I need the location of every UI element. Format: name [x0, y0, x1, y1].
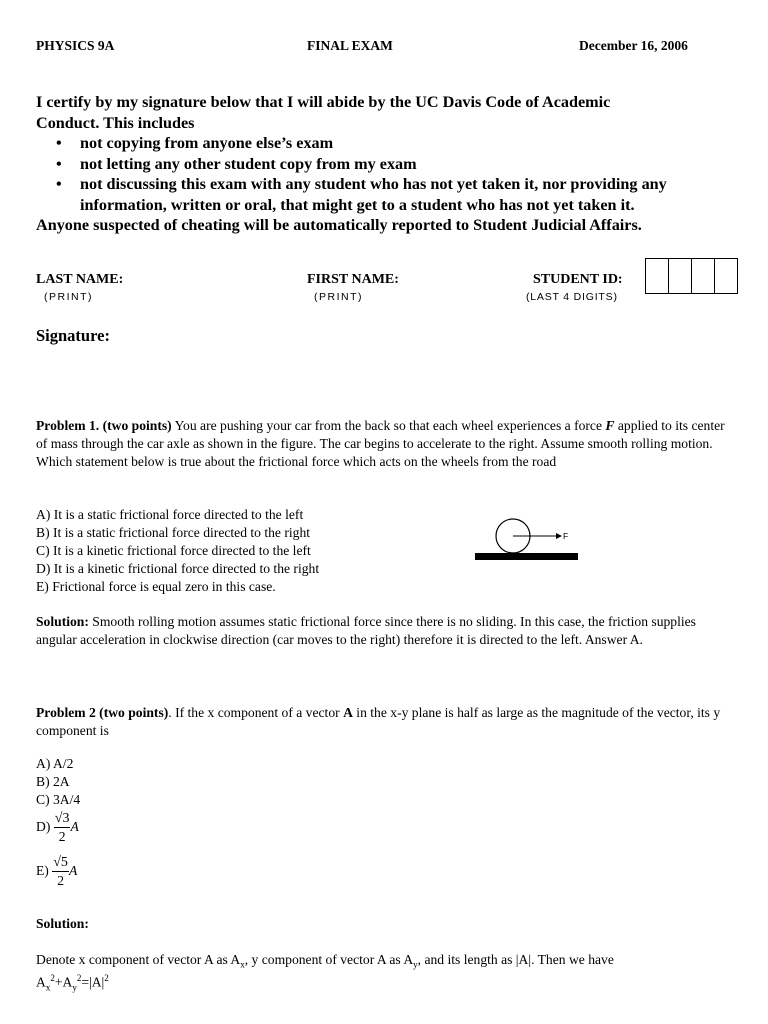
option-d: D) $\frac{√3}{2}$ A — [36, 811, 79, 844]
option-e: E) Frictional force is equal zero in this case. — [36, 579, 276, 594]
signature-label: Signature: — [36, 326, 110, 345]
road-surface — [475, 553, 578, 560]
first-name-hint: (PRINT) — [314, 291, 363, 303]
exam-title: FINAL EXAM — [307, 38, 393, 53]
force-symbol: F — [605, 418, 615, 433]
problem2-solution-text: Denote x component of vector A as $A_x$, y component of vector A as $A_y$, and its length as |A|. Then we have — [36, 952, 614, 970]
problem2-title: Problem 2 (two points) — [36, 705, 169, 720]
student-id-label: STUDENT ID: — [533, 272, 623, 287]
list-item: • not copying from anyone else’s exam — [56, 134, 334, 152]
option-a: A) A/2 — [36, 756, 74, 771]
force-arrowhead-icon — [556, 533, 562, 539]
student-id-boxes[interactable] — [645, 258, 738, 294]
option-c: C) It is a kinetic frictional force directed to the left — [36, 543, 311, 558]
last-name-hint: (PRINT) — [44, 291, 93, 303]
student-id-hint: (LAST 4 DIGITS) — [526, 291, 618, 303]
id-digit-box[interactable] — [715, 259, 737, 293]
course-title: PHYSICS 9A — [36, 38, 115, 53]
wheel-force-figure — [474, 512, 584, 564]
problem1-options — [36, 506, 319, 596]
certification-closing: Anyone suspected of cheating will be automatically reported to Student Judicial Affairs. — [36, 216, 642, 234]
problem2-solution-label: Solution: — [36, 916, 89, 931]
id-digit-box[interactable] — [692, 259, 715, 293]
solution-label: Solution: — [36, 614, 89, 629]
option-b: B) 2A — [36, 774, 70, 789]
list-item: • not letting any other student copy from my exam — [56, 154, 417, 173]
option-b: B) It is a static frictional force directed to the right — [36, 525, 311, 540]
force-label: F — [563, 531, 569, 541]
certification-intro-1: I certify by my signature below that I will abide by the UC Davis Code of Academic — [36, 93, 611, 111]
id-digit-box[interactable] — [669, 259, 692, 293]
fraction: $\frac{√3}{2}$ — [54, 811, 70, 844]
problem1-solution: Solution: Smooth rolling motion assumes static frictional force since there is no sliding. In this case, the friction supplies angular acceleration in clockwise direction (car moves to the right) therefore it is directed to the left. Answer A. — [36, 614, 696, 647]
vector-symbol: A — [343, 705, 353, 720]
first-name-label: FIRST NAME: — [307, 272, 399, 287]
option-d: D) It is a kinetic frictional force directed to the right — [36, 561, 320, 576]
fraction: $\frac{√5}{2}$ — [53, 855, 68, 888]
certification-intro-2: Conduct. This includes — [36, 113, 195, 132]
certification-list — [36, 133, 736, 215]
problem2-options — [36, 755, 80, 809]
problem2-equation: $A_x^2+A_y^2=|A|^2$ — [36, 973, 109, 993]
list-item: • not discussing this exam with any student who has not yet taken it, nor providing any information, written or oral, that might get to a student who has not yet taken it. — [56, 175, 667, 214]
last-name-label: LAST NAME: — [36, 272, 124, 287]
problem1-title: Problem 1. (two points) — [36, 418, 172, 433]
exam-date: December 16, 2006 — [579, 38, 688, 53]
id-digit-box[interactable] — [646, 259, 669, 293]
option-c: C) 3A/4 — [36, 792, 81, 807]
option-a: A) It is a static frictional force directed to the left — [36, 507, 304, 522]
problem2-statement: Problem 2 (two points). If the x component of a vector A in the x-y plane is half as large as the magnitude of the vector, its y component is — [36, 705, 721, 738]
option-e: E) $\frac{√5}{2}$ A — [36, 855, 78, 888]
problem1-statement: Problem 1. (two points) You are pushing your car from the back so that each wheel experiences a force F applied to its center of mass through the car axle as shown in the figure. The car begins to accelerate to the right. Assume smooth rolling motion. Which statement below is true about the frictional force which acts on the wheels from the road — [36, 418, 725, 469]
certification-block — [36, 92, 736, 236]
